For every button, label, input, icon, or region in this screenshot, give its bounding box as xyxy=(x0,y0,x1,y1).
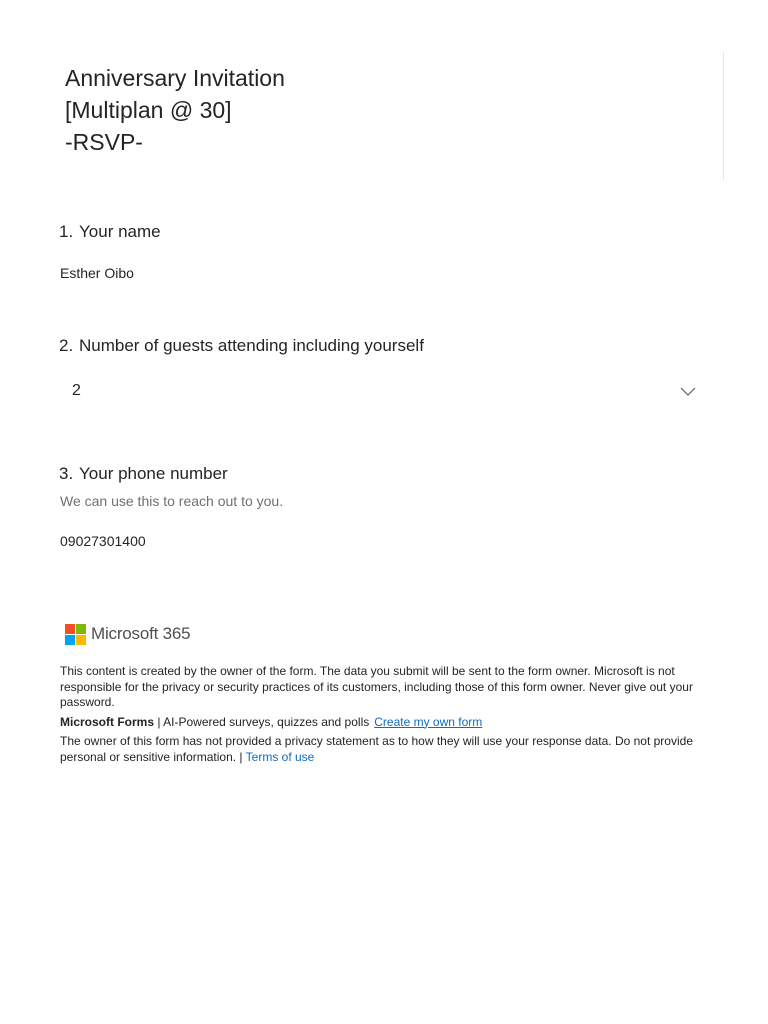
question-guest-count xyxy=(59,336,709,356)
privacy-note-text: The owner of this form has not provided a privacy statement as to how they will use your response data. Do not provide personal or sensitive information. | xyxy=(60,734,693,764)
question-number: 1. xyxy=(59,222,74,241)
guest-count-dropdown[interactable] xyxy=(59,372,707,412)
guest-count-selected-value: 2 xyxy=(72,382,81,399)
microsoft-logo-icon xyxy=(65,624,86,645)
logo-square-red xyxy=(65,624,75,634)
question-text: Number of guests attending including yourself xyxy=(79,336,424,355)
question-header xyxy=(59,464,709,484)
footer xyxy=(60,664,705,769)
create-my-own-form-link[interactable]: Create my own form xyxy=(374,714,483,729)
logo-square-blue xyxy=(65,635,75,645)
chevron-down-icon[interactable] xyxy=(679,382,697,400)
name-answer[interactable]: Esther Oibo xyxy=(60,265,134,281)
question-number: 2. xyxy=(59,336,74,355)
privacy-note xyxy=(60,734,705,765)
logo-square-green xyxy=(76,624,86,634)
question-header xyxy=(59,222,709,242)
question-phone-number xyxy=(59,464,709,549)
question-header xyxy=(59,336,709,356)
right-divider xyxy=(723,52,724,180)
form-title-line: [Multiplan @ 30] xyxy=(65,97,232,123)
form-title xyxy=(65,62,705,158)
product-tagline: | AI-Powered surveys, quizzes and polls xyxy=(154,714,370,729)
product-line xyxy=(60,715,705,731)
question-subtitle: We can use this to reach out to you. xyxy=(60,493,284,509)
phone-answer[interactable]: 09027301400 xyxy=(60,533,146,549)
question-text: Your phone number xyxy=(79,464,228,483)
question-number: 3. xyxy=(59,464,74,483)
logo-square-yellow xyxy=(76,635,86,645)
terms-of-use-link[interactable]: Terms of use xyxy=(245,749,315,764)
question-text: Your name xyxy=(79,222,161,241)
disclaimer-text: This content is created by the owner of the form. The data you submit will be sent to the form owner. Microsoft is not responsible for the privacy or security practices of its customers, including those of this form owner. Never give out your password. xyxy=(60,664,693,709)
question-your-name xyxy=(59,222,709,281)
form-title-line: Anniversary Invitation xyxy=(65,65,285,91)
product-name: Microsoft Forms xyxy=(60,714,155,729)
brand-name: Microsoft 365 xyxy=(91,624,191,643)
form-title-line: -RSVP- xyxy=(65,129,143,155)
microsoft-365-brand xyxy=(65,622,190,646)
